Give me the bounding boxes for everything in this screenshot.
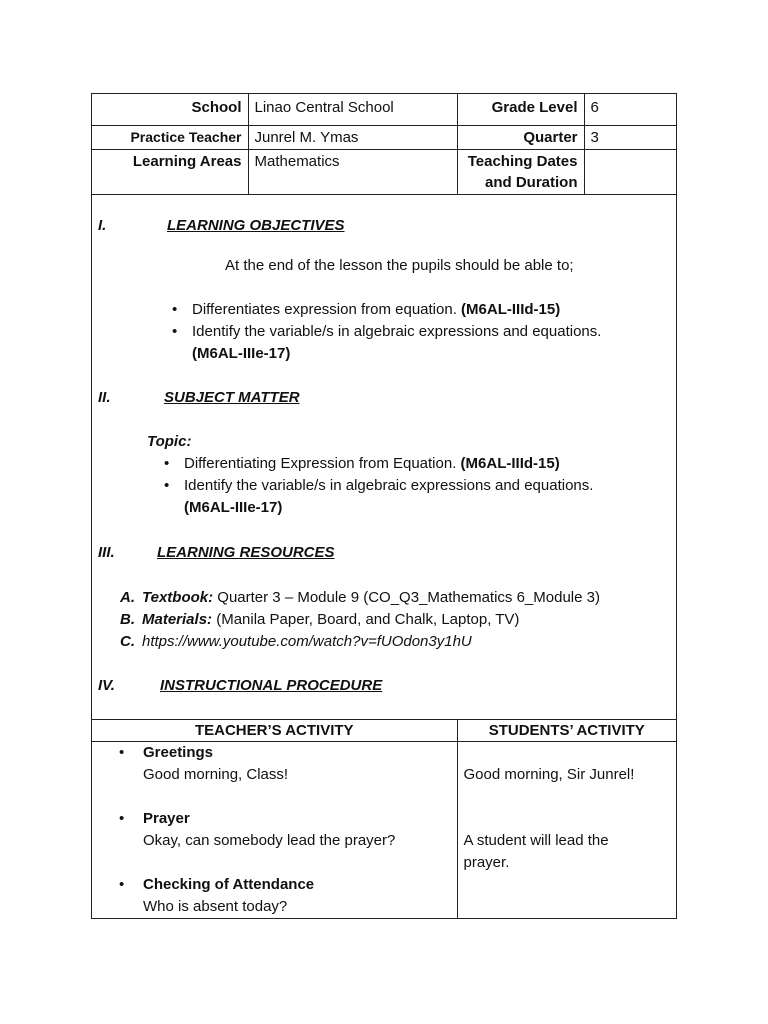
objective-text: Identify the variable/s in algebraic expressions and equations. [192, 323, 602, 340]
bullet-icon: • [119, 744, 125, 761]
quarter-label: Quarter [457, 125, 584, 149]
lesson-plan-page [91, 93, 677, 919]
greetings-response: Good morning, Sir Junrel! [463, 766, 635, 783]
resource-label: Textbook: [142, 589, 214, 606]
section-title-procedure: INSTRUCTIONAL PROCEDURE [160, 677, 383, 694]
objective-code: (M6AL-IIIe-17) [192, 345, 291, 362]
objective-item [168, 299, 648, 321]
resources-list [120, 587, 660, 653]
school-value: Linao Central School [248, 94, 457, 125]
greetings-item [92, 742, 457, 786]
section-numeral-objectives: I. [98, 217, 107, 234]
resource-item [120, 609, 660, 631]
resource-marker: C. [120, 633, 135, 650]
learning-areas-label: Learning Areas [92, 149, 248, 194]
resource-marker: B. [120, 611, 135, 628]
resource-item [120, 631, 660, 653]
topic-text: Differentiating Expression from Equation. [184, 455, 461, 472]
prayer-title: Prayer [143, 810, 190, 827]
teaching-dates-label [457, 149, 584, 194]
grade-level-label: Grade Level [457, 94, 584, 125]
prayer-response-line2: prayer. [463, 854, 510, 871]
topic-item [160, 453, 640, 475]
teaching-dates-value [584, 149, 676, 194]
resource-item [120, 587, 660, 609]
students-activity-cell [457, 742, 676, 920]
practice-teacher-label: Practice Teacher [92, 125, 248, 149]
section-numeral-procedure: IV. [98, 677, 115, 694]
resource-label: Materials: [142, 611, 213, 628]
practice-teacher-value: Junrel M. Ymas [248, 125, 457, 149]
resource-marker: A. [120, 589, 135, 606]
attendance-text: Who is absent today? [143, 898, 288, 915]
bullet-icon: • [119, 810, 125, 827]
students-activity-header: STUDENTS’ ACTIVITY [457, 720, 676, 742]
topic-label: Topic: [147, 433, 192, 450]
topic-item [160, 475, 640, 519]
section-title-objectives: LEARNING OBJECTIVES [167, 217, 345, 234]
section-numeral-subject: II. [98, 389, 111, 406]
attendance-title: Checking of Attendance [143, 876, 315, 893]
teacher-activity-header: TEACHER’S ACTIVITY [92, 720, 457, 742]
school-label: School [92, 94, 248, 125]
grade-level-value: 6 [584, 94, 676, 125]
topic-list [160, 453, 640, 519]
teacher-activity-cell [92, 742, 457, 920]
prayer-text: Okay, can somebody lead the prayer? [143, 832, 396, 849]
activity-table [92, 719, 676, 919]
learning-areas-value: Mathematics [248, 149, 457, 194]
attendance-item [92, 874, 457, 918]
topic-code: (M6AL-IIId-15) [460, 455, 560, 472]
objectives-intro: At the end of the lesson the pupils should be able to; [225, 257, 574, 274]
header-table [92, 94, 676, 195]
resource-link[interactable]: https://www.youtube.com/watch?v=fUOdon3y1hU [142, 633, 472, 650]
prayer-item [92, 808, 457, 852]
prayer-response-line1: A student will lead the [463, 832, 609, 849]
teaching-dates-label-line2: and Duration [485, 173, 578, 191]
teaching-dates-label-line1: Teaching Dates [467, 152, 578, 170]
section-title-resources: LEARNING RESOURCES [157, 544, 335, 561]
resource-text: Quarter 3 – Module 9 (CO_Q3_Mathematics 6_Module 3) [213, 589, 600, 606]
section-title-subject: SUBJECT MATTER [164, 389, 300, 406]
objective-code: (M6AL-IIId-15) [461, 301, 561, 318]
objectives-list [168, 299, 648, 365]
quarter-value: 3 [584, 125, 676, 149]
section-numeral-resources: III. [98, 544, 115, 561]
bullet-icon: • [119, 876, 125, 893]
greetings-text: Good morning, Class! [143, 766, 289, 783]
greetings-title: Greetings [143, 744, 214, 761]
resource-text: (Manila Paper, Board, and Chalk, Laptop, TV) [212, 611, 520, 628]
objective-item [168, 321, 648, 365]
objective-text: Differentiates expression from equation. [192, 301, 462, 318]
topic-text: Identify the variable/s in algebraic expressions and equations. [184, 477, 594, 494]
topic-code: (M6AL-IIIe-17) [184, 499, 283, 516]
